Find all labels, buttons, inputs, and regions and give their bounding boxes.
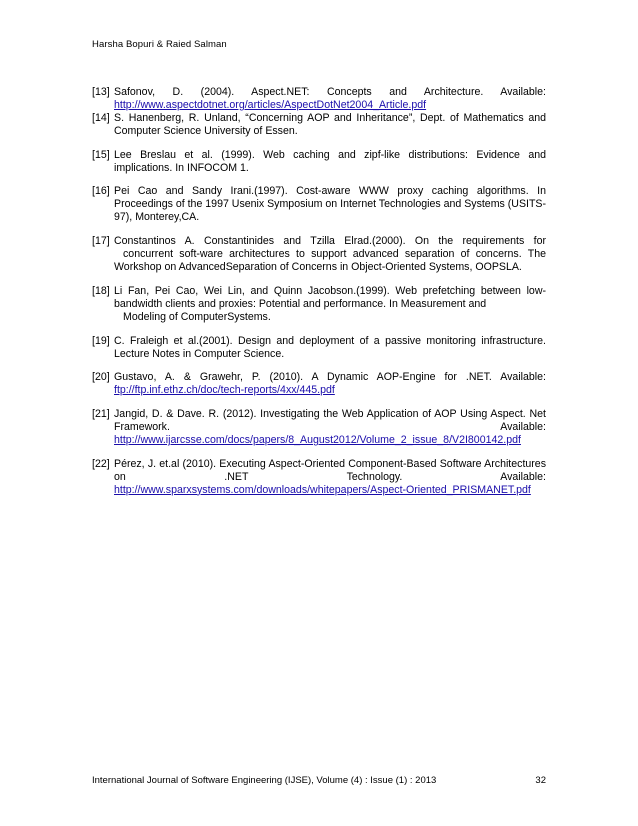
reference-13 (92, 86, 546, 112)
reference-17 (92, 235, 546, 274)
reference-number: [14] (92, 111, 110, 124)
reference-number: [13] (92, 86, 110, 98)
reference-number: [16] (92, 185, 110, 198)
reference-text-line: Modeling of ComputerSystems. (123, 310, 271, 323)
reference-14 (92, 112, 546, 138)
reference-text: Pei Cao and Sandy Irani.(1997). Cost-aware WWW proxy caching algorithms. In Proceedings of the 1997 Usenix Symposium on Internet Technologies and Systems (USITS-97), Monterey,CA. (114, 185, 547, 224)
reference-link[interactable]: http://www.aspectdotnet.org/articles/AspectDotNet2004_Article.pdf (114, 98, 427, 111)
reference-19 (92, 335, 546, 361)
journal-citation: International Journal of Software Engineering (IJSE), Volume (4) : Issue (1) : 2013 (92, 775, 437, 786)
reference-15 (92, 149, 546, 175)
reference-text-line: Pérez, J. et.al (2010). Executing Aspect-Oriented Component-Based Software Architectures (114, 457, 546, 470)
reference-text-line: Constantinos A. Constantinides and Tzilla Elrad.(2000). On the requirements for (114, 235, 546, 248)
reference-number: [15] (92, 148, 110, 161)
reference-text: Lee Breslau et al. (1999). Web caching and zipf-like distributions: Evidence and implications. In INFOCOM 1. (114, 148, 546, 174)
reference-text: S. Hanenberg, R. Unland, “Concerning AOP and Inheritance”, Dept. of Mathematics and Computer Science University of Essen. (114, 111, 546, 137)
reference-number: [17] (92, 235, 110, 248)
reference-text: Safonov, D. (2004). Aspect.NET: Concepts and Architecture. Available: (114, 86, 546, 98)
reference-number: [19] (92, 334, 110, 347)
reference-text-line: on .NET Technology. Available: (114, 470, 546, 483)
reference-link[interactable]: ftp://ftp.inf.ethz.ch/doc/tech-reports/4xx/445.pdf (114, 384, 335, 397)
reference-list (92, 86, 546, 497)
reference-20 (92, 371, 546, 397)
reference-text-line: concurrent soft-ware architectures to support advanced separation of concerns. The (123, 248, 546, 261)
reference-text: Gustavo, A. & Grawehr, P. (2010). A Dynamic AOP-Engine for .NET. Available: (114, 371, 546, 384)
page-number: 32 (535, 775, 546, 786)
reference-text: C. Fraleigh et al.(2001). Design and deployment of a passive monitoring infrastructure. Lecture Notes in Computer Science. (114, 334, 546, 360)
reference-22 (92, 458, 546, 497)
running-head: Harsha Bopuri & Raied Salman (92, 39, 227, 50)
reference-text-line: Framework. Available: (114, 421, 546, 434)
reference-number: [18] (92, 284, 110, 297)
reference-text-line: Workshop on AdvancedSeparation of Concerns in Object-Oriented Systems, OOPSLA. (114, 260, 522, 273)
reference-number: [21] (92, 408, 110, 421)
reference-21 (92, 408, 546, 447)
reference-link[interactable]: http://www.sparxsystems.com/downloads/whitepapers/Aspect-Oriented_PRISMANET.pdf (114, 483, 531, 496)
reference-number: [22] (92, 457, 110, 470)
reference-18 (92, 285, 546, 324)
reference-number: [20] (92, 371, 110, 384)
reference-16 (92, 185, 546, 224)
reference-text-line: Li Fan, Pei Cao, Wei Lin, and Quinn Jacobson.(1999). Web prefetching between low-bandwidth clients and proxies: Potential and performance. In Measurement and (114, 284, 546, 310)
reference-link[interactable]: http://www.ijarcsse.com/docs/papers/8_August2012/Volume_2_issue_8/V2I800142.pdf (114, 434, 521, 447)
reference-text-line: Jangid, D. & Dave. R. (2012). Investigating the Web Application of AOP Using Aspect. Net (114, 408, 546, 421)
page-footer (92, 775, 546, 786)
